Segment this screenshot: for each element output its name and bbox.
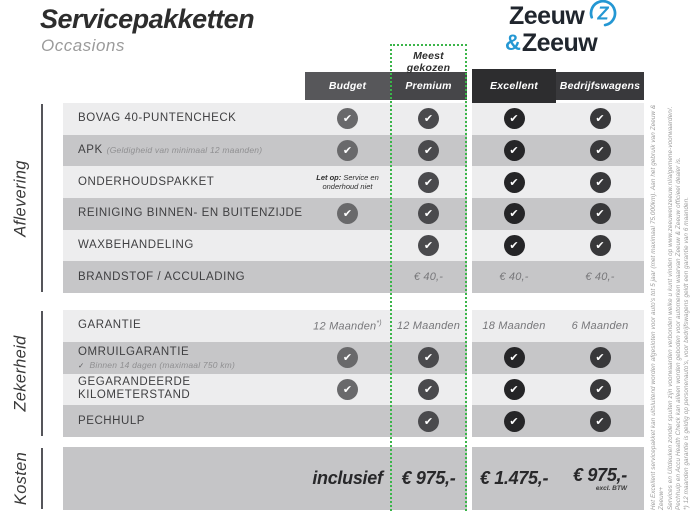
value-cell bbox=[556, 103, 644, 135]
row-label-cell bbox=[63, 135, 305, 167]
logo-word-1: Zeeuw bbox=[509, 2, 585, 30]
checkmark-icon: ✔ bbox=[504, 172, 525, 193]
cell-note: Let op: Service en onderhoud niet bbox=[316, 173, 379, 192]
value-cell bbox=[390, 135, 467, 167]
checkmark-icon: ✔ bbox=[337, 140, 358, 161]
checkmark-icon: ✔ bbox=[590, 411, 611, 432]
page-title: Servicepakketten bbox=[40, 4, 255, 34]
column-headers bbox=[63, 72, 644, 100]
value-cell bbox=[556, 230, 644, 262]
kosten-price bbox=[402, 468, 456, 489]
logo-ampersand: & bbox=[505, 30, 521, 55]
table-row bbox=[63, 310, 644, 342]
kosten-price bbox=[480, 468, 548, 489]
value-cell bbox=[556, 261, 644, 293]
zeeuw-zeeuw-logo bbox=[505, 2, 620, 56]
kosten-cell bbox=[556, 447, 644, 510]
cell-text: 12 Maanden bbox=[396, 319, 461, 332]
value-cell bbox=[305, 103, 390, 135]
value-cell bbox=[472, 310, 556, 342]
section-label-aflevering bbox=[0, 103, 43, 293]
cell-text: € 40,- bbox=[499, 271, 529, 284]
section-divider-line bbox=[41, 104, 44, 292]
checkmark-icon: ✔ bbox=[590, 379, 611, 400]
cell-text: 12 Maanden*) bbox=[313, 319, 382, 333]
value-cell bbox=[472, 166, 556, 198]
value-cell bbox=[556, 166, 644, 198]
row-label-cell bbox=[63, 342, 305, 374]
value-cell bbox=[390, 310, 467, 342]
checkmark-icon: ✔ bbox=[504, 203, 525, 224]
value-cell bbox=[556, 135, 644, 167]
checkmark-icon: ✔ bbox=[418, 347, 439, 368]
row-label-cell bbox=[63, 166, 305, 198]
value-cell bbox=[390, 261, 467, 293]
row-label-cell bbox=[63, 261, 305, 293]
disclaimer-line: Services en Uitdeuken zonder spuiten zijn voorwaarden verbonden welke u kunt vinden op www.zeeuwenzeeuw.nl/algemene-voorwaarden/. bbox=[666, 106, 674, 510]
value-cell bbox=[472, 103, 556, 135]
row-label-cell bbox=[63, 374, 305, 406]
checkmark-icon: ✔ bbox=[590, 172, 611, 193]
value-cell bbox=[390, 166, 467, 198]
meest-gekozen-badge: Meest gekozen bbox=[406, 50, 451, 74]
kosten-price bbox=[573, 465, 627, 492]
checkmark-icon: ✔ bbox=[590, 203, 611, 224]
row-label-cell bbox=[63, 103, 305, 135]
checkmark-icon: ✔ bbox=[504, 347, 525, 368]
kosten-cell bbox=[305, 447, 390, 510]
checkmark-icon: ✔ bbox=[504, 140, 525, 161]
value-cell bbox=[472, 135, 556, 167]
value-cell bbox=[472, 405, 556, 437]
kosten-value: € 1.475,- bbox=[479, 467, 549, 488]
side-label-text: Kosten bbox=[12, 451, 31, 506]
column-header-excellent: Excellent bbox=[472, 69, 556, 103]
section-label-zekerheid bbox=[0, 310, 43, 437]
column-header-premium: Premium bbox=[390, 72, 467, 100]
table-row bbox=[63, 261, 644, 293]
column-header-bedrijfswagens: Bedrijfswagens bbox=[556, 72, 644, 100]
row-label: BRANDSTOF / ACCULADING bbox=[78, 270, 246, 283]
value-cell bbox=[472, 198, 556, 230]
value-cell bbox=[305, 261, 390, 293]
row-inline-note: (Geldigheid van minimaal 12 maanden) bbox=[106, 145, 263, 156]
svg-text:Z: Z bbox=[597, 2, 609, 24]
checkmark-icon: ✔ bbox=[590, 140, 611, 161]
value-cell bbox=[556, 405, 644, 437]
value-cell bbox=[305, 342, 390, 374]
kosten-row bbox=[63, 447, 644, 510]
value-cell bbox=[556, 342, 644, 374]
value-cell bbox=[556, 374, 644, 406]
value-cell bbox=[305, 374, 390, 406]
cell-text: 6 Maanden bbox=[571, 319, 629, 332]
checkmark-icon: ✔ bbox=[418, 203, 439, 224]
row-label: APK (Geldigheid van minimaal 12 maanden) bbox=[78, 144, 263, 157]
value-cell bbox=[472, 342, 556, 374]
row-label: REINIGING BINNEN- EN BUITENZIJDE bbox=[78, 207, 303, 220]
checkmark-icon: ✔ bbox=[504, 235, 525, 256]
table-row bbox=[63, 374, 644, 406]
row-label-cell bbox=[63, 405, 305, 437]
checkmark-icon: ✔ bbox=[337, 203, 358, 224]
checkmark-icon: ✔ bbox=[590, 347, 611, 368]
table-row bbox=[63, 230, 644, 262]
section-rows-aflevering bbox=[63, 103, 644, 293]
kosten-value: € 975,- bbox=[401, 467, 456, 488]
row-label: PECHHULP bbox=[78, 414, 146, 427]
disclaimer-text bbox=[650, 96, 691, 510]
value-cell bbox=[390, 230, 467, 262]
checkmark-icon: ✔ bbox=[590, 235, 611, 256]
value-cell bbox=[305, 166, 390, 198]
column-header-budget: Budget bbox=[305, 72, 390, 100]
kosten-cell bbox=[390, 447, 467, 510]
value-cell bbox=[390, 405, 467, 437]
checkmark-icon: ✔ bbox=[337, 379, 358, 400]
page-subtitle: Occasions bbox=[41, 36, 125, 55]
value-cell bbox=[305, 405, 390, 437]
kosten-value: € 975,- bbox=[573, 464, 627, 485]
row-label: ONDERHOUDSPAKKET bbox=[78, 175, 215, 188]
section-divider-line bbox=[41, 448, 44, 509]
disclaimer-line: Pechhulp en Accu Health Check kan alleen worden geboden voor automerken waarvan Zeeuw & Zeeuw officieel dealer is. bbox=[674, 157, 682, 510]
value-cell bbox=[472, 261, 556, 293]
logo-word-2: Zeeuw bbox=[521, 29, 598, 57]
cell-text: € 40,- bbox=[413, 271, 444, 284]
table-row bbox=[63, 198, 644, 230]
checkmark-icon: ✔ bbox=[418, 411, 439, 432]
side-label-text: Aflevering bbox=[12, 159, 30, 237]
table-row bbox=[63, 135, 644, 167]
value-cell bbox=[556, 198, 644, 230]
value-cell bbox=[305, 310, 390, 342]
value-cell bbox=[556, 310, 644, 342]
value-cell bbox=[390, 342, 467, 374]
cell-text: 18 Maanden bbox=[482, 319, 546, 332]
value-cell bbox=[305, 230, 390, 262]
table-row bbox=[63, 103, 644, 135]
kosten-price bbox=[312, 468, 382, 489]
checkmark-icon: ✔ bbox=[504, 379, 525, 400]
row-label: WAXBEHANDELING bbox=[78, 239, 194, 252]
value-cell bbox=[390, 198, 467, 230]
checkmark-icon: ✔ bbox=[504, 411, 525, 432]
checkmark-icon: ✔ bbox=[337, 347, 358, 368]
checkmark-icon: ✔ bbox=[418, 140, 439, 161]
value-cell bbox=[390, 103, 467, 135]
row-label: OMRUILGARANTIE bbox=[78, 345, 190, 358]
value-cell bbox=[305, 198, 390, 230]
checkmark-icon: ✔ bbox=[418, 235, 439, 256]
row-label-cell bbox=[63, 310, 305, 342]
row-sub-note: ✓ Binnen 14 dagen (maximaal 750 km) bbox=[78, 359, 235, 370]
row-label-cell bbox=[63, 198, 305, 230]
checkmark-icon: ✔ bbox=[418, 108, 439, 129]
disclaimer-line: Het Excellent servicepakket kan uitsluitend worden afgesloten voor auto's tot 5 jaar (met maximaal 75.000km). Aan het gebruik van Zeeuw & Zeeuw+ bbox=[650, 104, 666, 510]
section-divider-line bbox=[41, 311, 44, 436]
section-label-kosten bbox=[0, 447, 43, 510]
kosten-value: inclusief bbox=[312, 467, 383, 488]
checkmark-icon: ✔ bbox=[337, 108, 358, 129]
row-label: GARANTIE bbox=[78, 319, 142, 332]
asterisk-note: *) bbox=[376, 319, 382, 327]
kosten-note: excl. BTW bbox=[595, 484, 627, 492]
zeeuw-z-swoosh-icon bbox=[586, 0, 620, 30]
row-label-cell bbox=[63, 230, 305, 262]
table-row bbox=[63, 166, 644, 198]
value-cell bbox=[472, 374, 556, 406]
disclaimer-line: *) 12 maanden garantie is geldig op personenauto's, voor bedrijfswagens geldt een garantie van 6 maanden. bbox=[683, 196, 691, 510]
checkmark-icon: ✔ bbox=[418, 379, 439, 400]
table-row bbox=[63, 405, 644, 437]
small-check-icon: ✓ bbox=[78, 360, 85, 370]
header-spacer bbox=[63, 72, 305, 100]
kosten-cell bbox=[472, 447, 556, 510]
cell-text: € 40,- bbox=[585, 271, 615, 284]
section-rows-zekerheid bbox=[63, 310, 644, 437]
logo-line-1 bbox=[505, 2, 620, 30]
logo-line-2 bbox=[505, 30, 620, 56]
comparison-table bbox=[63, 72, 644, 510]
checkmark-icon: ✔ bbox=[418, 172, 439, 193]
checkmark-icon: ✔ bbox=[504, 108, 525, 129]
value-cell bbox=[390, 374, 467, 406]
kosten-label-spacer bbox=[63, 447, 305, 510]
value-cell bbox=[305, 135, 390, 167]
table-row bbox=[63, 342, 644, 374]
row-label: BOVAG 40-PUNTENCHECK bbox=[78, 112, 237, 125]
row-label: GEGARANDEERDE KILOMETERSTAND bbox=[78, 376, 191, 402]
checkmark-icon: ✔ bbox=[590, 108, 611, 129]
value-cell bbox=[472, 230, 556, 262]
side-label-text: Zekerheid bbox=[12, 335, 31, 412]
